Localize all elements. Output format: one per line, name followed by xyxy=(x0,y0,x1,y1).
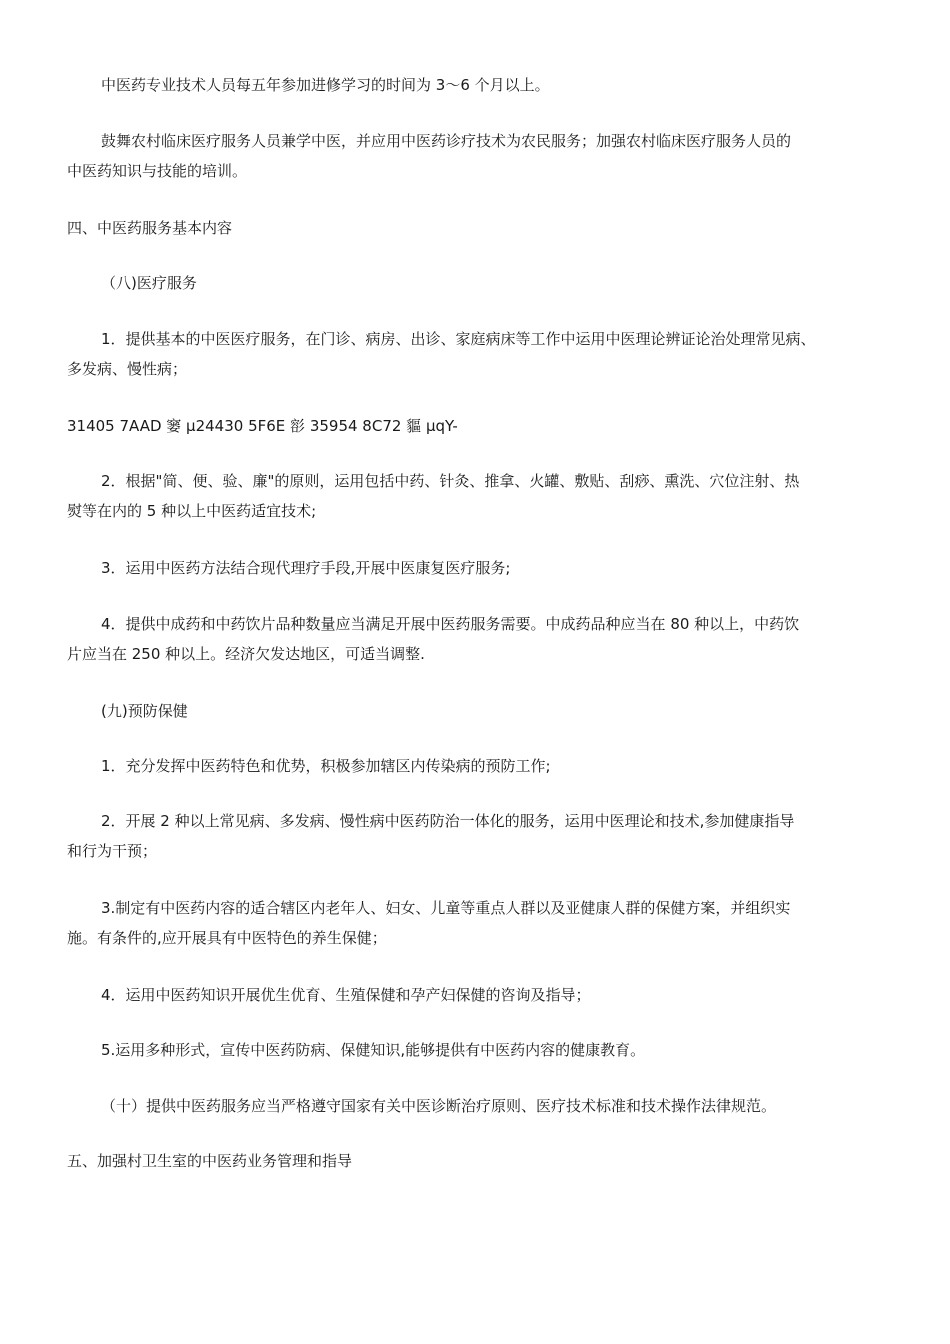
section-heading-4 xyxy=(67,213,887,243)
paragraph-prevention-1 xyxy=(101,751,921,781)
subheading-prevention xyxy=(101,696,921,726)
paragraph-training-duration xyxy=(101,70,921,100)
text-line: （八)医疗服务 xyxy=(101,274,197,292)
text-line: 鼓舞农村临床医疗服务人员兼学中医，并应用中医药诊疗技术为农民服务；加强农村临床医疗服务人员的 xyxy=(101,132,792,150)
text-line: 中医药专业技术人员每五年参加进修学习的时间为 3～6 个月以上。 xyxy=(101,76,550,94)
text-line: 4．提供中成药和中药饮片品种数量应当满足开展中医药服务需要。中成药品种应当在 80 种以上，中药饮 xyxy=(101,615,800,633)
text-line: 2．根据"简、便、验、廉"的原则，运用包括中药、针灸、推拿、火罐、敷贴、刮痧、熏洗、穴位注射、热 xyxy=(101,472,800,490)
paragraph-item-2-techniques xyxy=(67,466,887,526)
text-line: 1．提供基本的中医医疗服务，在门诊、病房、出诊、家庭病床等工作中运用中医理论辨证论治处理常见病、 xyxy=(101,330,816,348)
paragraph-item-1-basic-service xyxy=(67,324,887,384)
text-line: 五、加强村卫生室的中医药业务管理和指导 xyxy=(67,1152,353,1170)
text-line: (九)预防保健 xyxy=(101,702,188,720)
text-line: 熨等在内的 5 种以上中医药适宜技术; xyxy=(67,502,317,520)
text-line: 1．充分发挥中医药特色和优势，积极参加辖区内传染病的预防工作; xyxy=(101,757,551,775)
text-line: 3．运用中医药方法结合现代理疗手段,开展中医康复医疗服务; xyxy=(101,559,511,577)
paragraph-item-4-medicines xyxy=(67,609,887,669)
text-line: 2．开展 2 种以上常见病、多发病、慢性病中医药防治一体化的服务，运用中医理论和技术,参加健康指导 xyxy=(101,812,795,830)
paragraph-prevention-3 xyxy=(67,893,887,953)
text-line: 多发病、慢性病； xyxy=(67,360,188,378)
paragraph-item-3-rehab xyxy=(101,553,921,583)
text-line: 4．运用中医药知识开展优生优育、生殖保健和孕产妇保健的咨询及指导； xyxy=(101,986,591,1004)
text-line: 3.制定有中医药内容的适合辖区内老年人、妇女、儿童等重点人群以及亚健康人群的保健方案，并组织实 xyxy=(101,899,791,917)
paragraph-item-10 xyxy=(101,1091,921,1121)
text-line: 5.运用多种形式，宣传中医药防病、保健知识,能够提供有中医药内容的健康教育。 xyxy=(101,1041,646,1059)
paragraph-prevention-5 xyxy=(101,1035,921,1065)
text-line: 31405 7AAD 窭 μ24430 5F6E 彮 35954 8C72 貙 μqY- xyxy=(67,417,458,435)
paragraph-encourage-rural xyxy=(67,126,887,186)
text-line: 四、中医药服务基本内容 xyxy=(67,219,233,237)
text-line: （十）提供中医药服务应当严格遵守国家有关中医诊断治疗原则、医疗技术标准和技术操作法律规范。 xyxy=(101,1097,777,1115)
text-line: 施。有条件的,应开展具有中医特色的养生保健； xyxy=(67,929,387,947)
text-line: 中医药知识与技能的培训。 xyxy=(67,162,248,180)
paragraph-prevention-4 xyxy=(101,980,921,1010)
text-line: 片应当在 250 种以上。经济欠发达地区，可适当调整. xyxy=(67,645,425,663)
subheading-medical-service xyxy=(101,268,921,298)
paragraph-prevention-2 xyxy=(67,806,887,866)
text-line: 和行为干预； xyxy=(67,842,158,860)
garbled-text-line xyxy=(67,411,887,441)
section-heading-5 xyxy=(67,1146,887,1176)
